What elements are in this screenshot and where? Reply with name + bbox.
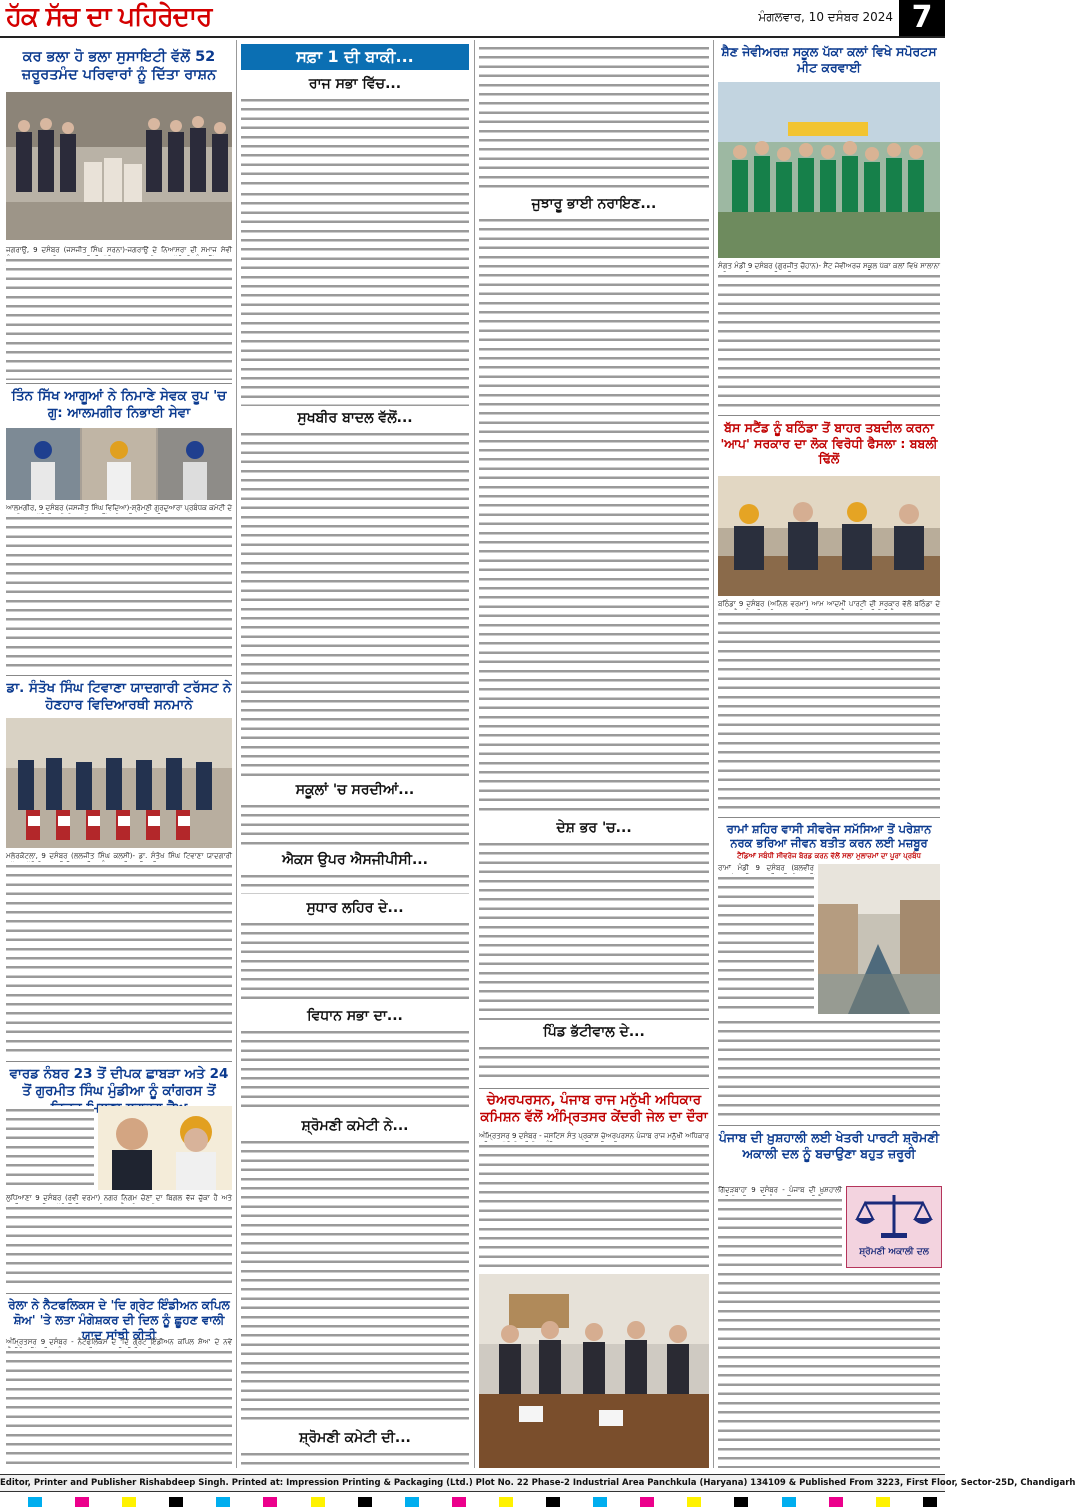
section-divider xyxy=(6,383,232,384)
students-group-image xyxy=(6,718,232,848)
article-sports-meet xyxy=(718,262,940,412)
body-text-lines xyxy=(6,256,232,380)
continued-banner: ਸਫ਼ਾ 1 ਦੀ ਬਾਕੀ... xyxy=(241,44,469,70)
yellow-swatch xyxy=(876,1497,890,1507)
magenta-swatch xyxy=(75,1497,89,1507)
article-lead: ਰਾਮਾਂ ਮੰਡੀ 9 ਦਸੰਬਰ (ਬਲਵੀਰ xyxy=(718,864,814,872)
body-text-lines xyxy=(479,44,709,190)
subhead-sgpc-ne[interactable]: ਸ਼੍ਰੋਮਣੀ ਕਮੇਟੀ ਨੇ... xyxy=(301,1118,409,1134)
body-text-lines xyxy=(241,96,469,190)
cyan-swatch xyxy=(593,1497,607,1507)
body-text-lines xyxy=(718,610,940,814)
body-text-lines xyxy=(6,862,232,1058)
print-registration-bar xyxy=(0,1492,945,1507)
newspaper-logo[interactable]: ਹੱਕ ਸੱਚ ਦਾ ਪਹਿਰੇਦਾਰ xyxy=(6,2,212,32)
body-text-lines xyxy=(241,190,469,406)
photo-ration-distribution xyxy=(6,92,232,240)
section-divider xyxy=(718,1125,940,1126)
akali-dal-badge-text: ਸ਼੍ਰੋਮਣੀ ਅਕਾਲੀ ਦਲ xyxy=(859,1247,929,1257)
text-sukhbir-badal xyxy=(241,430,469,778)
subhead-desh-bhar[interactable]: ਦੇਸ਼ ਭਰ 'ਚ... xyxy=(556,820,632,836)
sports-meet-image xyxy=(718,82,940,258)
body-text-lines xyxy=(241,802,469,846)
article-kapil-show xyxy=(6,1338,232,1468)
body-text-lines xyxy=(241,1028,469,1112)
body-text-lines xyxy=(479,1044,709,1084)
section-divider xyxy=(718,415,940,416)
article-lead: ਮਲੇਰਕੋਟਲਾ, 9 ਦਸੰਬਰ (ਲਲਜੀਤ ਸਿੰਘ ਕਲਸੀ)- ਡਾ. ਸੰਤੋਖ ਸਿੰਘ ਟਿਵਾਣਾ ਯਾਦਗਾਰੀ xyxy=(6,852,232,860)
photo-bus-stand xyxy=(718,476,940,596)
akali-dal-logo xyxy=(846,1186,942,1268)
article-lead: ਅੰਮ੍ਰਿਤਸਰ 9 ਦਸੰਬਰ - ਨੈਟਫਲਿਕਸ ਦੇ 'ਦਿ ਗ੍ਰੇਟ ਇੰਡੀਅਨ ਕਪਿਲ ਸ਼ੋਅ' ਦੇ ਨਵੇਂ xyxy=(6,1338,232,1346)
article-lead: ਸੰਗਤ ਮੰਡੀ 9 ਦਸੰਬਰ (ਗੁਰਜੀਤ ਚੌਹਾਨ)- ਸੈਂਟ ਜੇਵੀਅਰਜ਼ ਸਕੂਲ ਪੱਕਾ ਕਲਾਂ ਵਿਖੇ ਸਾਲਾਨਾ xyxy=(718,262,940,270)
section-divider xyxy=(6,1293,232,1294)
subhead-sgpc-di[interactable]: ਸ਼੍ਰੋਮਣੀ ਕਮੇਟੀ ਦੀ... xyxy=(299,1430,411,1446)
body-text-lines xyxy=(6,1348,232,1468)
article-lead: ਬਠਿੰਡਾ 9 ਦਸੰਬਰ (ਅਨਿਲ ਵਰਮਾ) ਆਮ ਆਦਮੀ ਪਾਰਟੀ ਦੀ ਸਰਕਾਰ ਵੱਲੋਂ ਬਠਿੰਡਾ ਦੇ xyxy=(718,600,940,608)
section-divider xyxy=(6,1061,232,1062)
magenta-swatch xyxy=(829,1497,843,1507)
article-akali-dal-intro xyxy=(718,1186,842,1266)
yellow-swatch xyxy=(311,1497,325,1507)
headline-sports-meet[interactable]: ਸ਼ੈਣ ਜੇਵੀਅਰਜ਼ ਸਕੂਲ ਪੱਕਾ ਕਲਾਂ ਵਿਖੇ ਸਪੋਰਟਸ ਮੀਟ ਕਰਵਾਈ xyxy=(721,44,937,75)
body-text-lines xyxy=(6,1106,94,1190)
headline-jail-visit[interactable]: ਚੇਅਰਪਰਸਨ, ਪੰਜਾਬ ਰਾਜ ਮਨੁੱਖੀ ਅਧਿਕਾਰ ਕਮਿਸ਼ਨ ਵੱਲੋਂ ਅੰਮ੍ਰਿਤਸਰ ਕੇਂਦਰੀ ਜੇਲ ਦਾ ਦੌਰਾ xyxy=(480,1092,708,1125)
yellow-swatch xyxy=(499,1497,513,1507)
text-school-winter xyxy=(241,802,469,846)
photo-sewerage xyxy=(818,864,940,1014)
body-text-lines xyxy=(479,216,709,814)
photo-sports-meet xyxy=(718,82,940,258)
article-congress-tickets xyxy=(6,1194,232,1290)
body-text-lines xyxy=(718,874,814,1014)
black-swatch xyxy=(546,1497,560,1507)
subhead-sudhar-lehar[interactable]: ਸੁਧਾਰ ਲਹਿਰ ਦੇ... xyxy=(306,900,404,916)
body-text-lines xyxy=(241,430,469,778)
headline-bus-stand[interactable]: ਬੱਸ ਸਟੈਂਡ ਨੂੰ ਬਠਿੰਡਾ ਤੋਂ ਬਾਹਰ ਤਬਦੀਲ ਕਰਨਾ 'ਆਪ' ਸਰਕਾਰ ਦਾ ਲੋਕ ਵਿਰੋਧੀ ਫੈਸਲਾ : ਬਬਲੀ ਢਿੱਲੋਂ xyxy=(720,420,938,467)
bus-stand-meeting-image xyxy=(718,476,940,596)
article-sikh-leaders xyxy=(6,504,232,672)
column-rule xyxy=(474,40,475,1468)
subheadline-sewerage: ਟੈਂਡਿਆਂ ਸਬੰਧੀ ਸੀਵਰੇਜ ਬੋਰਡ ਕਰਨ ਵੱਲੋਂ ਸਲਾ ਮੁਲਾਜ਼ਮਾਂ ਦਾ ਪੂਰਾ ਪ੍ਰਬੰਧ xyxy=(737,852,921,860)
black-swatch xyxy=(734,1497,748,1507)
black-swatch xyxy=(358,1497,372,1507)
text-sgpc-di xyxy=(241,1450,469,1468)
body-text-lines xyxy=(479,1142,709,1270)
sikh-leaders-image xyxy=(6,428,232,500)
text-sgpc-ne xyxy=(241,1138,469,1424)
column-rule xyxy=(236,40,237,1468)
subhead-sukhbir-badal[interactable]: ਸੁਖਬੀਰ ਬਾਦਲ ਵੱਲੋਂ... xyxy=(297,410,413,426)
article-ration-distribution xyxy=(6,246,232,380)
body-text-lines xyxy=(241,920,469,1002)
body-text-lines xyxy=(718,272,940,412)
text-col3-continued-top xyxy=(479,44,709,190)
sewerage-street-image xyxy=(818,864,940,1014)
text-rajya-sabha-cont xyxy=(241,190,469,406)
body-text-lines xyxy=(718,1018,940,1122)
headline-students-honored[interactable]: ਡਾ. ਸੰਤੋਖ ਸਿੰਘ ਟਿਵਾਣਾ ਯਾਦਗਾਰੀ ਟਰੱਸਟ ਨੇ ਹੋਣਹਾਰ ਵਿਦਿਆਰਥੀ ਸਨਮਾਨੇ xyxy=(6,680,232,713)
article-bus-stand xyxy=(718,600,940,814)
black-swatch xyxy=(923,1497,937,1507)
headline-congress-tickets[interactable]: ਵਾਰਡ ਨੰਬਰ 23 ਤੋਂ ਦੀਪਕ ਛਾਬੜਾ ਅਤੇ 24 ਤੋਂ ਗੁਰਮੀਤ ਸਿੰਘ ਮੁੰਡੀਆ ਨੂੰ ਕਾਂਗਰਸ ਤੋਂ xyxy=(9,1066,229,1099)
masthead xyxy=(0,0,945,38)
yellow-swatch xyxy=(687,1497,701,1507)
headline-akali-dal[interactable]: ਪੰਜਾਬ ਦੀ ਖ਼ੁਸ਼ਹਾਲੀ ਲਈ ਖੇਤਰੀ ਪਾਰਟੀ ਸ਼੍ਰੋਮਣੀ ਅਕਾਲੀ ਦਲ ਨੂੰ ਬਚਾਉਣਾ ਬਹੁਤ ਜ਼ਰੂਰੀ xyxy=(718,1130,940,1161)
article-akali-dal xyxy=(718,1270,940,1468)
text-x-sgpc xyxy=(241,872,469,894)
group-photo-image xyxy=(6,92,232,240)
subhead-x-sgpc[interactable]: ਐਕਸ ਉਪਰ ਐਸਜੀਪੀਸੀ... xyxy=(282,852,428,868)
article-lead: ਜਗਰਾਉਂ, 9 ਦਸੰਬਰ (ਜਸਜੀਤ ਸਿੰਘ ਸਰਨਾ)-ਜਗਰਾਉਂ ਦੇ ਨਿਆਸਰਾ ਦੀ ਸਮਾਜ ਸੇਵੀ xyxy=(6,246,232,254)
article-sewerage xyxy=(718,1018,940,1122)
cyan-swatch xyxy=(216,1497,230,1507)
headline-sewerage-problem[interactable]: ਰਾਮਾਂ ਸ਼ਹਿਰ ਵਾਸੀ ਸੀਵਰੇਜ ਸਮੱਸਿਆ ਤੋਂ ਪਰੇਸ਼ਾਨ ਨਰਕ ਭਰਿਆ ਜੀਵਨ ਬਤੀਤ ਕਰਨ ਲਈ ਮਜ਼ਬੂਰ xyxy=(726,822,932,851)
subhead-pind-bhattiwal[interactable]: ਪਿੰਡ ਭੱਟੀਵਾਲ ਦੇ... xyxy=(543,1024,645,1040)
article-lead: ਗਿੱਦੜਬਾਹਾ 9 ਦਸੰਬਰ - ਪੰਜਾਬ ਦੀ ਖ਼ੁਸ਼ਹਾਲੀ xyxy=(718,1186,842,1194)
headline-ration-distribution[interactable]: ਕਰ ਭਲਾ ਹੋ ਭਲਾ ਸੁਸਾਇਟੀ ਵੱਲੋਂ 52 ਜ਼ਰੂਰਤਮੰਦ ਪਰਿਵਾਰਾਂ ਨੂੰ ਦਿੱਤਾ ਰਾਸ਼ਨ xyxy=(21,49,217,84)
article-students-honored xyxy=(6,852,232,1058)
scales-icon xyxy=(847,1187,941,1243)
imprint-footer: Editor, Printer and Publisher Rishabdeep Singh. Printed at: Impression Printing & Packaging (Ltd.) Plot No. 22 Phase-2 Industrial Area Panchkula (Haryana) 134109 & Published From 3223, First Floor, Sector-25D, Chandigarh xyxy=(0,1474,945,1492)
column-rule xyxy=(713,40,714,1468)
subhead-school-winter[interactable]: ਸਕੂਲਾਂ 'ਚ ਸਰਦੀਆਂ... xyxy=(295,782,415,798)
photo-candidates xyxy=(98,1106,232,1190)
article-lead: ਅੰਮ੍ਰਿਤਸਰ 9 ਦਸੰਬਰ - ਜਸਟਿਸ ਸੰਤ ਪ੍ਰਕਾਸ਼ ਚੇਅਰਪਰਸਨ ਪੰਜਾਬ ਰਾਜ ਮਨੁੱਖੀ ਅਧਿਕਾਰ xyxy=(479,1132,709,1140)
magenta-swatch xyxy=(452,1497,466,1507)
photo-students-honored xyxy=(6,718,232,848)
body-text-lines xyxy=(6,514,232,672)
article-sewerage-intro xyxy=(718,864,814,1014)
headline-kapil-show[interactable]: ਰੇਲਾ ਨੇ ਨੈਟਫਲਿਕਸ ਦੇ 'ਦਿ ਗ੍ਰੇਟ ਇੰਡੀਅਨ ਕਪਿਲ ਸ਼ੋਅ' 'ਤੇ ਲਤਾ ਮੰਗੇਸ਼ਕਰ ਦੀ ਦਿਲ ਨੂੰ ਛੂਹਣ ਵਾਲੀ ਯਾਦ ਸਾਂਝੀ ਕੀਤੀ xyxy=(8,1298,230,1342)
text-sudhar-lehar xyxy=(241,920,469,1002)
jail-visit-image xyxy=(479,1274,709,1468)
body-text-lines xyxy=(718,1196,842,1266)
subhead-rajya-sabha[interactable]: ਰਾਜ ਸਭਾ ਵਿੱਚ... xyxy=(308,76,402,92)
article-congress-tickets-intro xyxy=(6,1106,94,1190)
article-lead: ਲੁਧਿਆਣਾ 9 ਦਸੰਬਰ (ਰਵੀ ਵਰਮਾ) ਨਗਰ ਨਿਗਮ ਚੋਣਾਂ ਦਾ ਬਿਗਲ ਵੱਜ ਚੁੱਕਾ ਹੈ ਅਤੇ xyxy=(6,1194,232,1202)
dateline: ਮੰਗਲਵਾਰ, 10 ਦਸੰਬਰ 2024 xyxy=(758,10,893,24)
cyan-swatch xyxy=(405,1497,419,1507)
body-text-lines xyxy=(241,1450,469,1468)
text-vidhan-sabha xyxy=(241,1028,469,1112)
text-rajya-sabha xyxy=(241,96,469,190)
body-text-lines xyxy=(718,1270,940,1468)
body-text-lines xyxy=(241,1138,469,1424)
cyan-swatch xyxy=(782,1497,796,1507)
photo-sikh-leaders xyxy=(6,428,232,500)
photo-jail-visit xyxy=(479,1274,709,1468)
cyan-swatch xyxy=(28,1497,42,1507)
magenta-swatch xyxy=(263,1497,277,1507)
section-divider xyxy=(6,675,232,676)
body-text-lines xyxy=(6,1204,232,1290)
page-number: 7 xyxy=(899,0,945,36)
text-pind-bhattiwal xyxy=(479,1044,709,1084)
subhead-vidhan-sabha[interactable]: ਵਿਧਾਨ ਸਭਾ ਦਾ... xyxy=(307,1008,403,1024)
yellow-swatch xyxy=(122,1497,136,1507)
headline-sikh-leaders-seva[interactable]: ਤਿੰਨ ਸਿੱਖ ਆਗੂਆਂ ਨੇ ਨਿਮਾਣੇ ਸੇਵਕ ਰੂਪ 'ਚ ਗੁ: ਆਲਮਗੀਰ ਨਿਭਾਈ ਸੇਵਾ xyxy=(11,388,227,421)
section-divider xyxy=(718,817,940,818)
candidates-portrait-image xyxy=(98,1106,232,1190)
body-text-lines xyxy=(479,840,709,1020)
magenta-swatch xyxy=(640,1497,654,1507)
text-bhai-narain xyxy=(479,216,709,814)
text-desh-bhar xyxy=(479,840,709,1020)
section-divider xyxy=(479,1088,709,1089)
subhead-bhai-narain[interactable]: ਜੁਝਾਰੂ ਭਾਈ ਨਰਾਇਣ... xyxy=(531,196,657,212)
body-text-lines xyxy=(241,872,469,894)
article-lead: ਆਲਮਗੀਰ, 9 ਦਸੰਬਰ (ਜਸਜੀਤ ਸਿੰਘ ਵਿਦਿਆ)-ਸ਼੍ਰੋਮਣੀ ਗੁਰਦੁਆਰਾ ਪ੍ਰਬੰਧਕ ਕਮੇਟੀ ਦੇ xyxy=(6,504,232,512)
article-jail-visit xyxy=(479,1132,709,1270)
black-swatch xyxy=(169,1497,183,1507)
